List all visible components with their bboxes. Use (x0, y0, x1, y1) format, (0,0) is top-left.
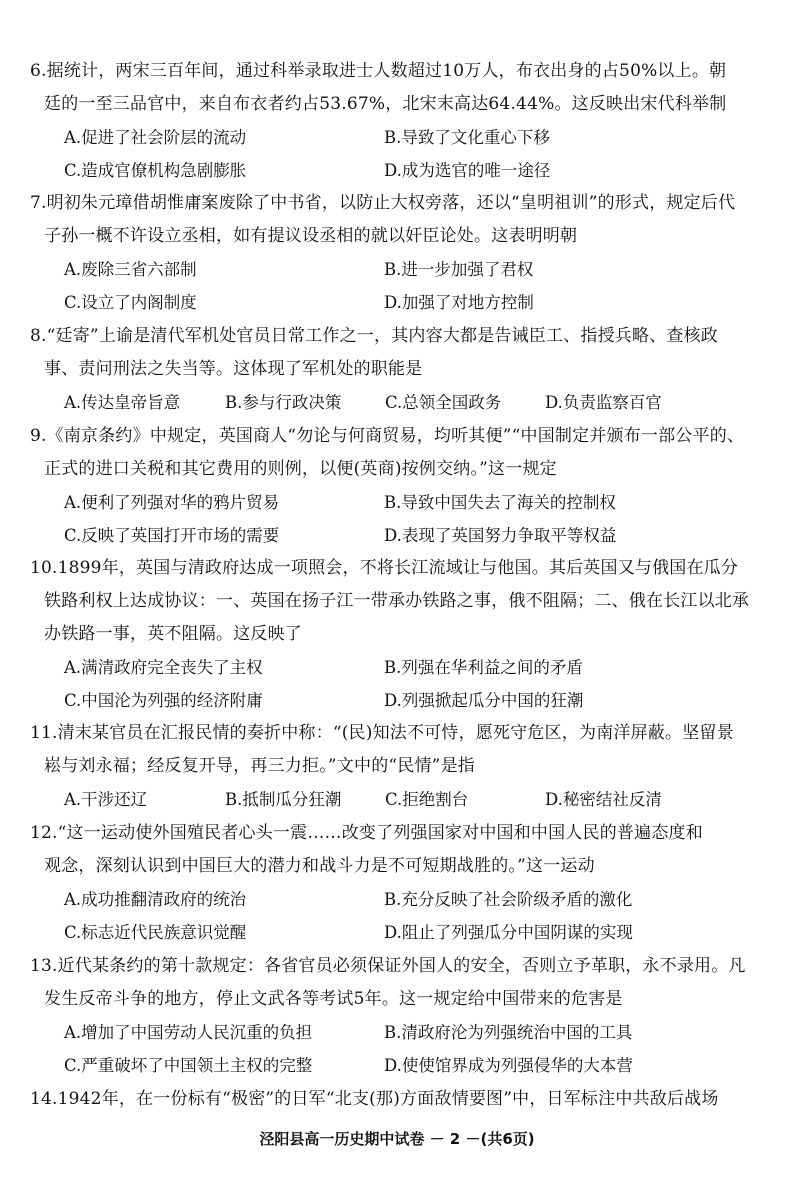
option-c[interactable]: C.反映了英国打开市场的需要 (64, 526, 280, 545)
option-a[interactable]: A.传达皇帝旨意 (64, 393, 181, 412)
option-b[interactable]: B.参与行政决策 (225, 393, 342, 412)
question-stem-line: 事、责问刑法之失当等。这体现了军机处的职能是 (44, 359, 423, 379)
question-stem-line: 观念，深刻认识到中国巨大的潜力和战斗力是不可短期战胜的。”这一运动 (44, 856, 595, 876)
question-13 (30, 950, 770, 1082)
option-row (30, 121, 770, 154)
option-d[interactable]: D.加强了对地方控制 (384, 293, 534, 312)
option-b[interactable]: B.列强在华利益之间的矛盾 (384, 658, 583, 677)
option-a[interactable]: A.便利了列强对华的鸦片贸易 (64, 493, 280, 512)
option-row (30, 1016, 770, 1049)
option-a[interactable]: A.增加了中国劳动人民沉重的负担 (64, 1023, 313, 1042)
option-c[interactable]: C.设立了内阁制度 (64, 293, 197, 312)
option-c[interactable]: C.拒绝割台 (385, 790, 469, 809)
question-stem-line: 10.1899年，英国与清政府达成一项照会，不将长江流域让与他国。其后英国又与俄国在瓜分 (30, 558, 739, 578)
option-b[interactable]: B.进一步加强了君权 (384, 260, 534, 279)
question-stem-line: 12.“这一运动使外国殖民者心头一震……改变了列强国家对中国和中国人民的普遍态度和 (30, 823, 703, 843)
option-c[interactable]: C.中国沦为列强的经济附庸 (64, 691, 263, 710)
question-stem-line: 8.“廷寄”上谕是清代军机处官员日常工作之一，其内容大都是告诫臣工、指授兵略、查核政 (30, 326, 718, 346)
question-stem-line: 6.据统计，两宋三百年间，通过科举录取进士人数超过10万人，布衣出身的占50%以上。朝 (30, 61, 727, 81)
option-row (30, 154, 770, 187)
option-row (30, 916, 770, 949)
question-stem-line: 7.明初朱元璋借胡惟庸案废除了中书省，以防止大权旁落，还以“皇明祖训”的形式，规定后代 (30, 193, 736, 213)
option-row (30, 684, 770, 717)
question-11 (30, 717, 770, 816)
question-stem-line: 9.《南京条约》中规定，英国商人“勿论与何商贸易，均听其便”“中国制定并颁布一部公平的、 (30, 426, 745, 446)
question-stem-line: 13.近代某条约的第十款规定：各省官员必须保证外国人的安全，否则立予革职，永不录用。凡 (30, 956, 746, 976)
option-d[interactable]: D.表现了英国努力争取平等权益 (384, 526, 617, 545)
option-d[interactable]: D.阻止了列强瓜分中国阴谋的实现 (384, 923, 633, 942)
option-row (30, 1049, 770, 1082)
question-stem-line: 14.1942年，在一份标有“极密”的日军“北支(那)方面敌情要图”中，日军标注中共敌后战场 (30, 1089, 719, 1109)
option-row (30, 519, 770, 552)
question-6 (30, 55, 770, 187)
option-d[interactable]: D.负责监察百官 (545, 393, 662, 412)
question-stem-line: 崧与刘永福；经反复开导，再三力拒。”文中的“民情”是指 (44, 756, 475, 776)
option-row (30, 883, 770, 916)
option-b[interactable]: B.导致了文化重心下移 (384, 128, 550, 147)
option-row (30, 486, 770, 519)
question-8 (30, 320, 770, 419)
option-row (30, 386, 770, 419)
question-10 (30, 552, 770, 717)
option-row (30, 253, 770, 286)
option-d[interactable]: D.秘密结社反清 (545, 790, 662, 809)
option-row (30, 286, 770, 319)
option-c[interactable]: C.造成官僚机构急剧膨胀 (64, 161, 247, 180)
option-d[interactable]: D.使使馆界成为列强侵华的大本营 (384, 1056, 633, 1075)
option-b[interactable]: B.充分反映了社会阶级矛盾的激化 (384, 890, 633, 909)
option-b[interactable]: B.导致中国失去了海关的控制权 (384, 493, 616, 512)
option-b[interactable]: B.抵制瓜分狂潮 (225, 790, 342, 809)
question-14 (30, 1083, 770, 1116)
option-a[interactable]: A.满清政府完全丧失了主权 (64, 658, 263, 677)
option-b[interactable]: B.清政府沦为列强统治中国的工具 (384, 1023, 633, 1042)
option-row (30, 783, 770, 816)
question-12 (30, 817, 770, 949)
question-stem-line: 铁路利权上达成协议：一、英国在扬子江一带承办铁路之事，俄不阻隔；二、俄在长江以北承 (44, 591, 750, 611)
option-d[interactable]: D.列强掀起瓜分中国的狂潮 (384, 691, 584, 710)
question-stem-line: 发生反帝斗争的地方，停止文武各等考试5年。这一规定给中国带来的危害是 (44, 989, 623, 1009)
question-stem-line: 办铁路一事，英不阻隔。这反映了 (44, 624, 302, 644)
option-c[interactable]: C.标志近代民族意识觉醒 (64, 923, 247, 942)
page-footer: 泾阳县高一历史期中试卷 － 2 －(共6页) (259, 1130, 535, 1148)
question-9 (30, 420, 770, 552)
option-a[interactable]: A.成功推翻清政府的统治 (64, 890, 247, 909)
question-stem-line: 正式的进口关税和其它费用的则例，以便(英商)按例交纳。”这一规定 (44, 459, 557, 479)
question-7 (30, 187, 770, 319)
question-stem-line: 11.清末某官员在汇报民情的奏折中称：“(民)知法不可恃，愿死守危区，为南洋屏蔽。坚留景 (30, 723, 734, 743)
option-d[interactable]: D.成为选官的唯一途径 (384, 161, 551, 180)
option-c[interactable]: C.严重破坏了中国领土主权的完整 (64, 1056, 313, 1075)
option-c[interactable]: C.总领全国政务 (385, 393, 502, 412)
question-stem-line: 廷的一至三品官中，来自布衣者约占53.67%，北宋末高达64.44%。这反映出宋代科举制 (44, 94, 727, 114)
option-a[interactable]: A.废除三省六部制 (64, 260, 197, 279)
option-row (30, 651, 770, 684)
option-a[interactable]: A.促进了社会阶层的流动 (64, 128, 247, 147)
question-stem-line: 子孙一概不许设立丞相，如有提议设丞相的就以奸臣论处。这表明明朝 (44, 226, 578, 246)
option-a[interactable]: A.干涉还辽 (64, 790, 148, 809)
